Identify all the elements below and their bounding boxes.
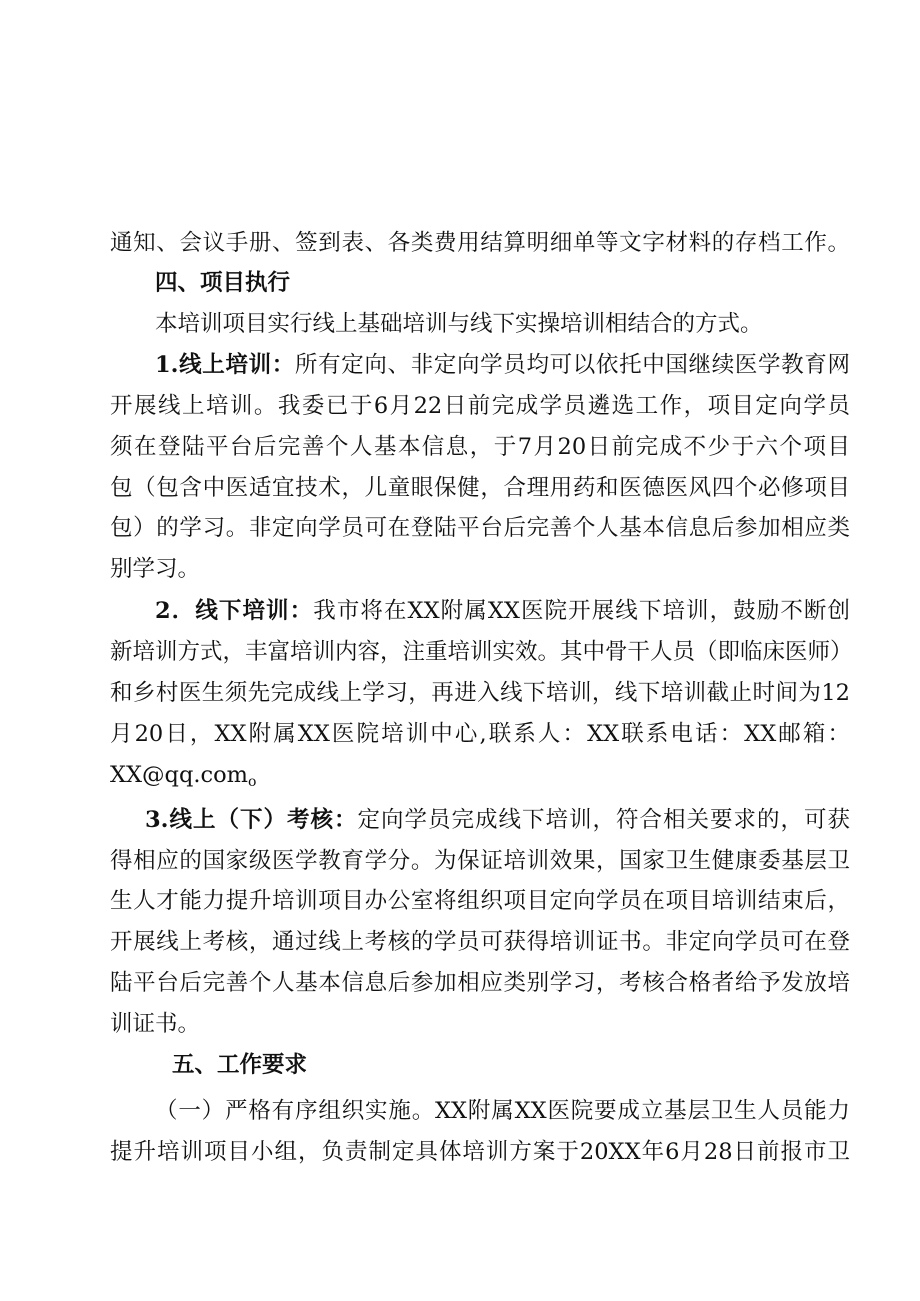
work-requirement-first-line: （一）严格有序组织实施。XX附属XX医院要成立基层卫生人员能力	[155, 1098, 850, 1124]
assessment-line: 训证书。	[110, 1011, 201, 1037]
assessment-label: 3.线上（下）考核：	[145, 807, 358, 833]
online-training-line: 包（包含中医适宜技术，儿童眼保健，合理用药和医德医风四个必修项目	[110, 475, 850, 501]
online-training-text: 所有定向、非定向学员均可以依托中国继续医学教育网	[294, 352, 850, 378]
archive-paragraph-line: 通知、会议手册、签到表、各类费用结算明细单等文字材料的存档工作。	[110, 230, 850, 256]
online-training-line: 包）的学习。非定向学员可在登陆平台后完善个人基本信息后参加相应类	[110, 515, 850, 541]
offline-training-first-line	[155, 596, 850, 626]
offline-training-line: 新培训方式，丰富培训内容，注重培训实效。其中骨干人员（即临床医师）	[110, 639, 853, 665]
section-four-intro: 本培训项目实行线上基础培训与线下实操培训相结合的方式。	[155, 311, 763, 337]
section-four-heading: 四、项目执行	[155, 270, 291, 296]
assessment-line: 陆平台后完善个人基本信息后参加相应类别学习，考核合格者给予发放培	[110, 970, 850, 996]
contact-email: XX@qq.com	[110, 762, 248, 788]
assessment-line: 生人才能力提升培训项目办公室将组织项目定向学员在项目培训结束后，	[110, 888, 850, 914]
assessment-line: 得相应的国家级医学教育学分。为保证培训效果，国家卫生健康委基层卫	[110, 848, 850, 874]
online-training-line: 开展线上培训。我委已于6月22日前完成学员遴选工作，项目定向学员	[110, 393, 850, 419]
assessment-first-line	[145, 805, 850, 835]
offline-training-label: 2．线下培训：	[155, 598, 314, 624]
work-requirement-line: 提升培训项目小组，负责制定具体培训方案于20XX年6月28日前报市卫	[110, 1139, 850, 1165]
offline-training-email-line	[110, 760, 850, 797]
assessment-text: 定向学员完成线下培训，符合相关要求的，可获	[357, 807, 850, 833]
online-training-label: 1.线上培训：	[155, 352, 295, 378]
online-training-line: 别学习。	[110, 556, 201, 582]
email-line-end-mark: o	[247, 774, 257, 790]
offline-training-line: 月20日，XX附属XX医院培训中心,联系人：XX联系电话：XX邮箱：	[110, 721, 850, 747]
section-five-heading: 五、工作要求	[172, 1052, 308, 1078]
offline-training-text: 我市将在XX附属XX医院开展线下培训，鼓励不断创	[313, 598, 851, 624]
online-training-line: 须在登陆平台后完善个人基本信息，于7月20日前完成不少于六个项目	[110, 434, 850, 460]
online-training-first-line	[155, 350, 850, 380]
assessment-line: 开展线上考核，通过线上考核的学员可获得培训证书。非定向学员可在登	[110, 929, 850, 955]
offline-training-line: 和乡村医生须先完成线上学习，再进入线下培训，线下培训截止时间为12	[110, 680, 850, 706]
